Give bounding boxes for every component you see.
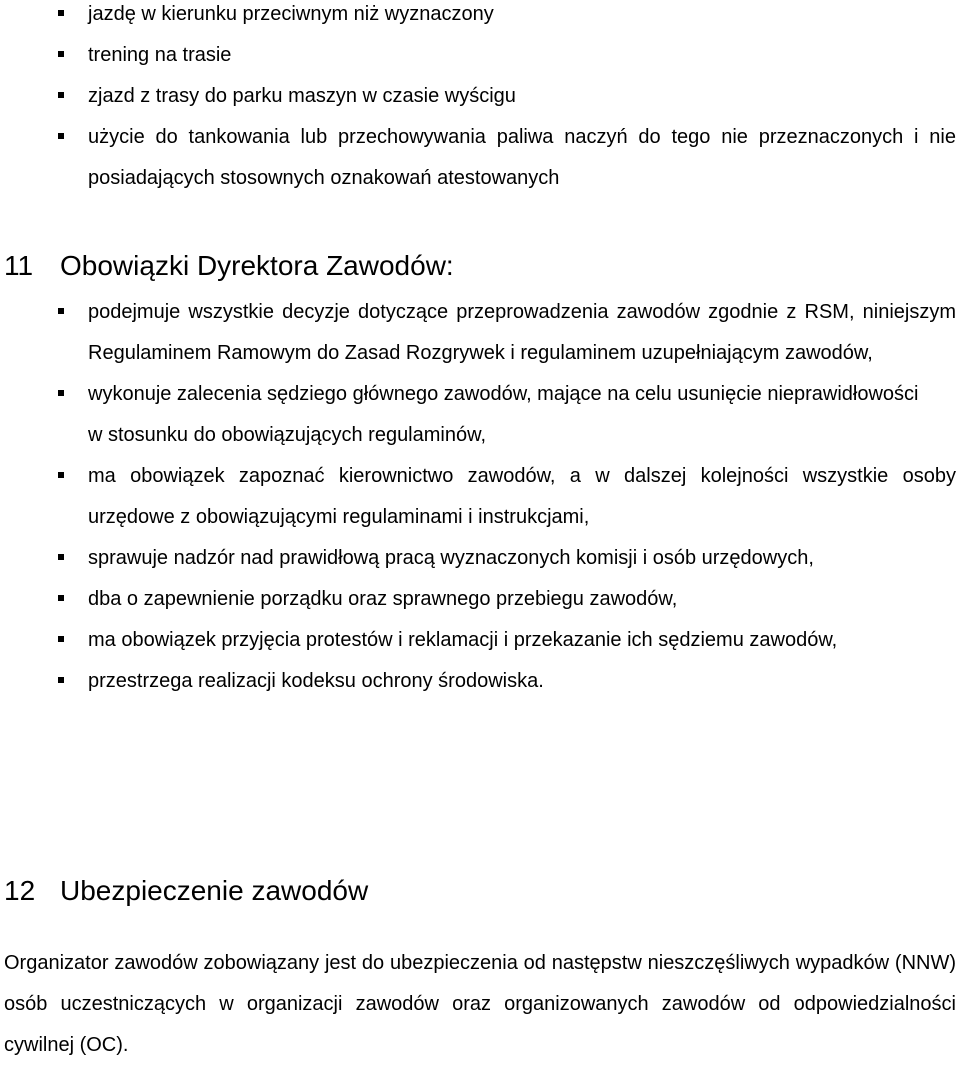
square-bullet-icon [58, 133, 64, 139]
list-item-text: użycie do tankowania lub przechowywania paliwa naczyń do tego nie przeznaczonych i nie posiadających stosownych oznakowań atestowanych [88, 126, 956, 189]
square-bullet-icon [58, 51, 64, 57]
list-item [88, 579, 956, 620]
square-bullet-icon [58, 92, 64, 98]
list-item-text: sprawuje nadzór nad prawidłową pracą wyznaczonych komisji i osób urzędowych, [88, 547, 814, 569]
section-11-heading [4, 249, 454, 283]
section-number: 11 [4, 250, 34, 281]
square-bullet-icon [58, 308, 64, 314]
list-item [88, 661, 956, 702]
list-item [88, 374, 956, 456]
square-bullet-icon [58, 595, 64, 601]
section-title: Obowiązki Dyrektora Zawodów: [60, 250, 454, 281]
section-number: 12 [4, 875, 36, 906]
list-item [88, 456, 956, 538]
insurance-paragraph: Organizator zawodów zobowiązany jest do ubezpieczenia od następstw nieszczęśliwych wypadków (NNW) osób uczestniczących w organizacji zawodów oraz organizowanych zawodów od odpowiedzialności cywilnej (OC). [4, 952, 956, 1056]
list-item [88, 35, 956, 76]
square-bullet-icon [58, 10, 64, 16]
section-12-heading [4, 874, 368, 908]
list-item [88, 620, 956, 661]
director-duties-list [0, 292, 956, 702]
list-item-text: dba o zapewnienie porządku oraz sprawnego przebiegu zawodów, [88, 588, 678, 610]
list-item-text: podejmuje wszystkie decyzje dotyczące przeprowadzenia zawodów zgodnie z RSM, niniejszym Regulaminem Ramowym do Zasad Rozgrywek i regulaminem uzupełniającym zawodów, [88, 301, 956, 364]
section-title: Ubezpieczenie zawodów [60, 875, 369, 906]
list-item-text: zjazd z trasy do parku maszyn w czasie wyścigu [88, 85, 516, 107]
list-item [88, 76, 956, 117]
list-item-text: ma obowiązek zapoznać kierownictwo zawodów, a w dalszej kolejności wszystkie osoby urzędowe z obowiązującymi regulaminami i instrukcjami, [88, 465, 956, 528]
list-item [88, 292, 956, 374]
list-item-text: ma obowiązek przyjęcia protestów i reklamacji i przekazanie ich sędziemu zawodów, [88, 629, 838, 651]
list-item-continuation: w stosunku do obowiązujących regulaminów, [88, 424, 486, 446]
list-item-text: trening na trasie [88, 44, 232, 66]
square-bullet-icon [58, 636, 64, 642]
list-item [88, 538, 956, 579]
square-bullet-icon [58, 390, 64, 396]
list-item-text: wykonuje zalecenia sędziego głównego zawodów, mające na celu usunięcie nieprawidłowości [88, 383, 919, 405]
list-item-text: przestrzega realizacji kodeksu ochrony środowiska. [88, 670, 544, 692]
list-item [88, 117, 956, 199]
square-bullet-icon [58, 472, 64, 478]
list-item-text: jazdę w kierunku przeciwnym niż wyznaczony [88, 3, 494, 25]
square-bullet-icon [58, 677, 64, 683]
square-bullet-icon [58, 554, 64, 560]
list-item [88, 0, 956, 35]
prohibited-actions-list [0, 0, 956, 199]
